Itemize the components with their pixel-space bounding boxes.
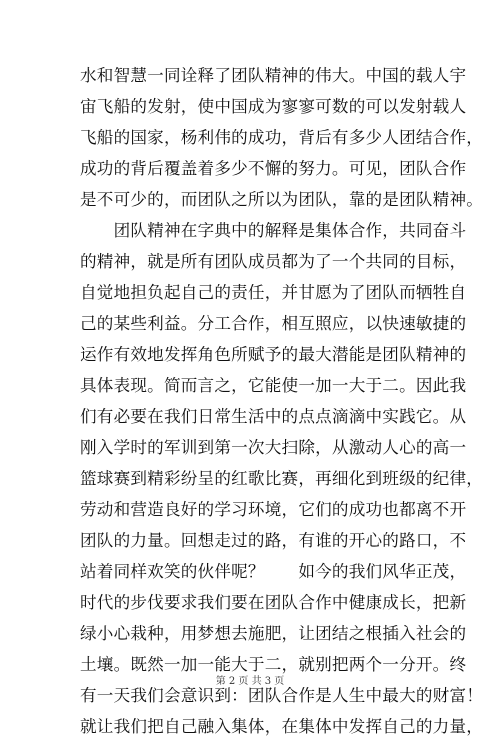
text-line-19: 绿小心栽种，用梦想去施肥，让团结之根插入社会的 [80, 624, 467, 643]
text-line-16: 团队的力量。回想走过的路，有谁的开心的路口，不 [80, 531, 467, 550]
text-line-11: 具体表现。简而言之，它能使一加一大于二。因此我 [80, 376, 467, 395]
text-line-9: 己的某些利益。分工合作，相互照应，以快速敏捷的 [80, 314, 467, 333]
text-line-13: 刚入学时的军训到第一次大扫除，从激动人心的高一 [80, 438, 467, 457]
text-line-2: 宙飞船的发射，使中国成为寥寥可数的可以发射载人 [80, 97, 467, 116]
text-line-20: 土壤。既然一加一能大于二，就别把两个一分开。终 [80, 655, 467, 674]
text-line-8: 自觉地担负起自己的责任，并甘愿为了团队而牺牲自 [80, 283, 467, 302]
text-line-6: 团队精神在字典中的解释是集体合作，共同奋斗 [80, 221, 467, 240]
text-line-3: 飞船的国家，杨利伟的成功，背后有多少人团结合作， [80, 128, 484, 147]
page-footer [0, 672, 500, 687]
body-text [80, 60, 484, 742]
text-line-14: 篮球赛到精彩纷呈的红歌比赛，再细化到班级的纪律， [80, 469, 484, 488]
text-line-22: 就让我们把自己融入集体，在集体中发挥自己的力量， [80, 717, 484, 736]
text-line-21: 有一天我们会意识到：团队合作是人生中最大的财富！ [80, 686, 484, 705]
page-number-label: 第 2 页 共 3 页 [215, 676, 285, 687]
text-line-5: 是不可少的，而团队之所以为团队，靠的是团队精神。 [80, 190, 484, 209]
text-line-7: 的精神，就是所有团队成员都为了一个共同的目标， [80, 252, 467, 271]
text-line-4: 成功的背后覆盖着多少不懈的努力。可见，团队合作 [80, 159, 467, 178]
text-line-10: 运作有效地发挥角色所赋予的最大潜能是团队精神的 [80, 345, 467, 364]
text-line-18: 时代的步伐要求我们要在团队合作中健康成长，把新 [80, 593, 467, 612]
text-line-15: 劳动和营造良好的学习环境，它们的成功也都离不开 [80, 500, 467, 519]
text-line-1: 水和智慧一同诠释了团队精神的伟大。中国的载人宇 [80, 66, 467, 85]
text-line-12: 们有必要在我们日常生活中的点点滴滴中实践它。从 [80, 407, 467, 426]
text-line-17: 站着同样欢笑的伙伴呢？ 如今的我们风华正茂， [80, 562, 467, 581]
